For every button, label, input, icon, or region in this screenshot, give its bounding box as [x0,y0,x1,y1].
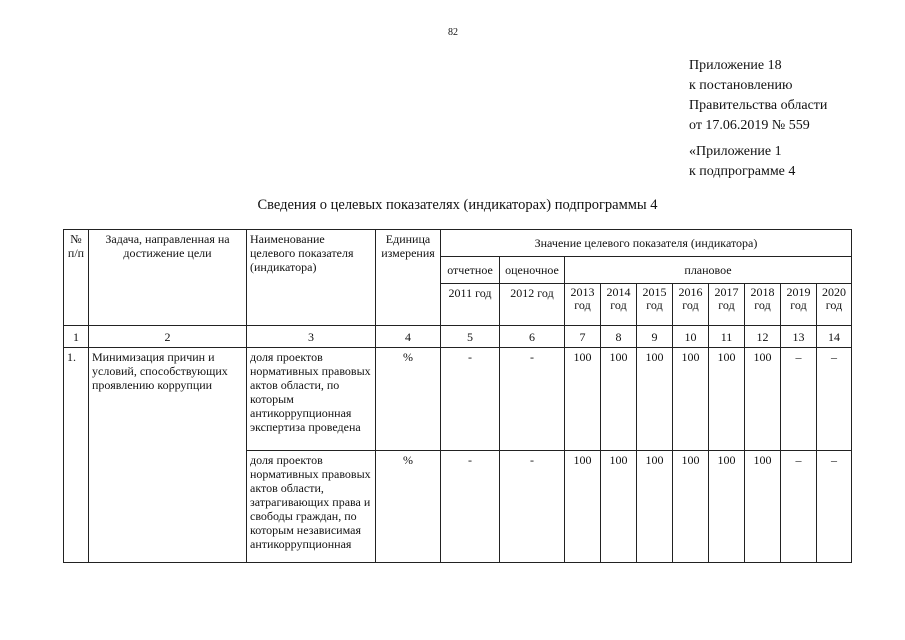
row-value-2012: - [500,348,565,451]
appendix-reference [689,56,827,136]
column-number: 14 [817,326,852,348]
document-title: Сведения о целевых показателях (индикаторах) подпрограммы 4 [257,197,658,213]
header-indicator-value: Значение целевого показателя (индикатора) [441,230,852,257]
appendix-line: от 17.06.2019 № 559 [689,118,810,133]
page-number: 82 [448,27,458,38]
row-value-2012: - [500,451,565,563]
header-year: 2017 год [709,284,745,326]
row-value: 100 [673,451,709,563]
row-unit: % [376,451,441,563]
header-year: 2019 год [781,284,817,326]
column-number: 8 [601,326,637,348]
row-value: – [781,348,817,451]
column-number: 3 [247,326,376,348]
header-year: 2016 год [673,284,709,326]
row-indicator-name: доля проектов нормативных правовых актов области, затрагивающих права и свободы граждан, по которым независимая антикоррупционная [247,451,376,563]
header-num: № п/п [64,230,89,326]
column-number: 13 [781,326,817,348]
row-value: 100 [673,348,709,451]
row-value: 100 [709,451,745,563]
header-year: 2020 год [817,284,852,326]
column-number: 10 [673,326,709,348]
header-estimated: оценочное [500,257,565,284]
row-value: 100 [745,348,781,451]
row-value: 100 [745,451,781,563]
table-row [64,348,852,451]
row-indicator-name: доля проектов нормативных правовых актов области, по которым антикоррупционная экспертиза проведена [247,348,376,451]
indicators-table [63,229,852,563]
header-year: 2018 год [745,284,781,326]
sub-appendix-line: к подпрограмме 4 [689,164,796,179]
column-number: 5 [441,326,500,348]
header-year: 2014 год [601,284,637,326]
header-year-2011: 2011 год [441,284,500,326]
header-year-2012: 2012 год [500,284,565,326]
column-number: 6 [500,326,565,348]
header-reported: отчетное [441,257,500,284]
row-value-2011: - [441,348,500,451]
header-year: 2015 год [637,284,673,326]
row-number: 1. [64,348,89,563]
column-number: 1 [64,326,89,348]
row-value: 100 [637,451,673,563]
header-year: 2013 год [565,284,601,326]
column-number: 7 [565,326,601,348]
row-task: Минимизация причин и условий, способствующих проявлению коррупции [89,348,247,563]
column-number: 4 [376,326,441,348]
appendix-line: к постановлению [689,78,793,93]
appendix-line: Правительства области [689,98,828,113]
column-number: 9 [637,326,673,348]
header-indicator-name: Наименование целевого показателя (индикатора) [247,230,376,326]
header-task: Задача, направленная на достижение цели [89,230,247,326]
column-number: 12 [745,326,781,348]
row-value: – [817,348,852,451]
row-value: 100 [601,348,637,451]
row-value: 100 [565,451,601,563]
sub-appendix-reference [689,142,795,182]
row-value: – [781,451,817,563]
row-value: 100 [601,451,637,563]
row-value-2011: - [441,451,500,563]
row-value: 100 [637,348,673,451]
appendix-line: Приложение 18 [689,58,782,73]
row-value: 100 [709,348,745,451]
row-value: – [817,451,852,563]
header-unit: Единица измерения [376,230,441,326]
column-number: 2 [89,326,247,348]
column-number: 11 [709,326,745,348]
header-planned: плановое [565,257,852,284]
row-unit: % [376,348,441,451]
row-value: 100 [565,348,601,451]
sub-appendix-line: «Приложение 1 [689,144,782,159]
